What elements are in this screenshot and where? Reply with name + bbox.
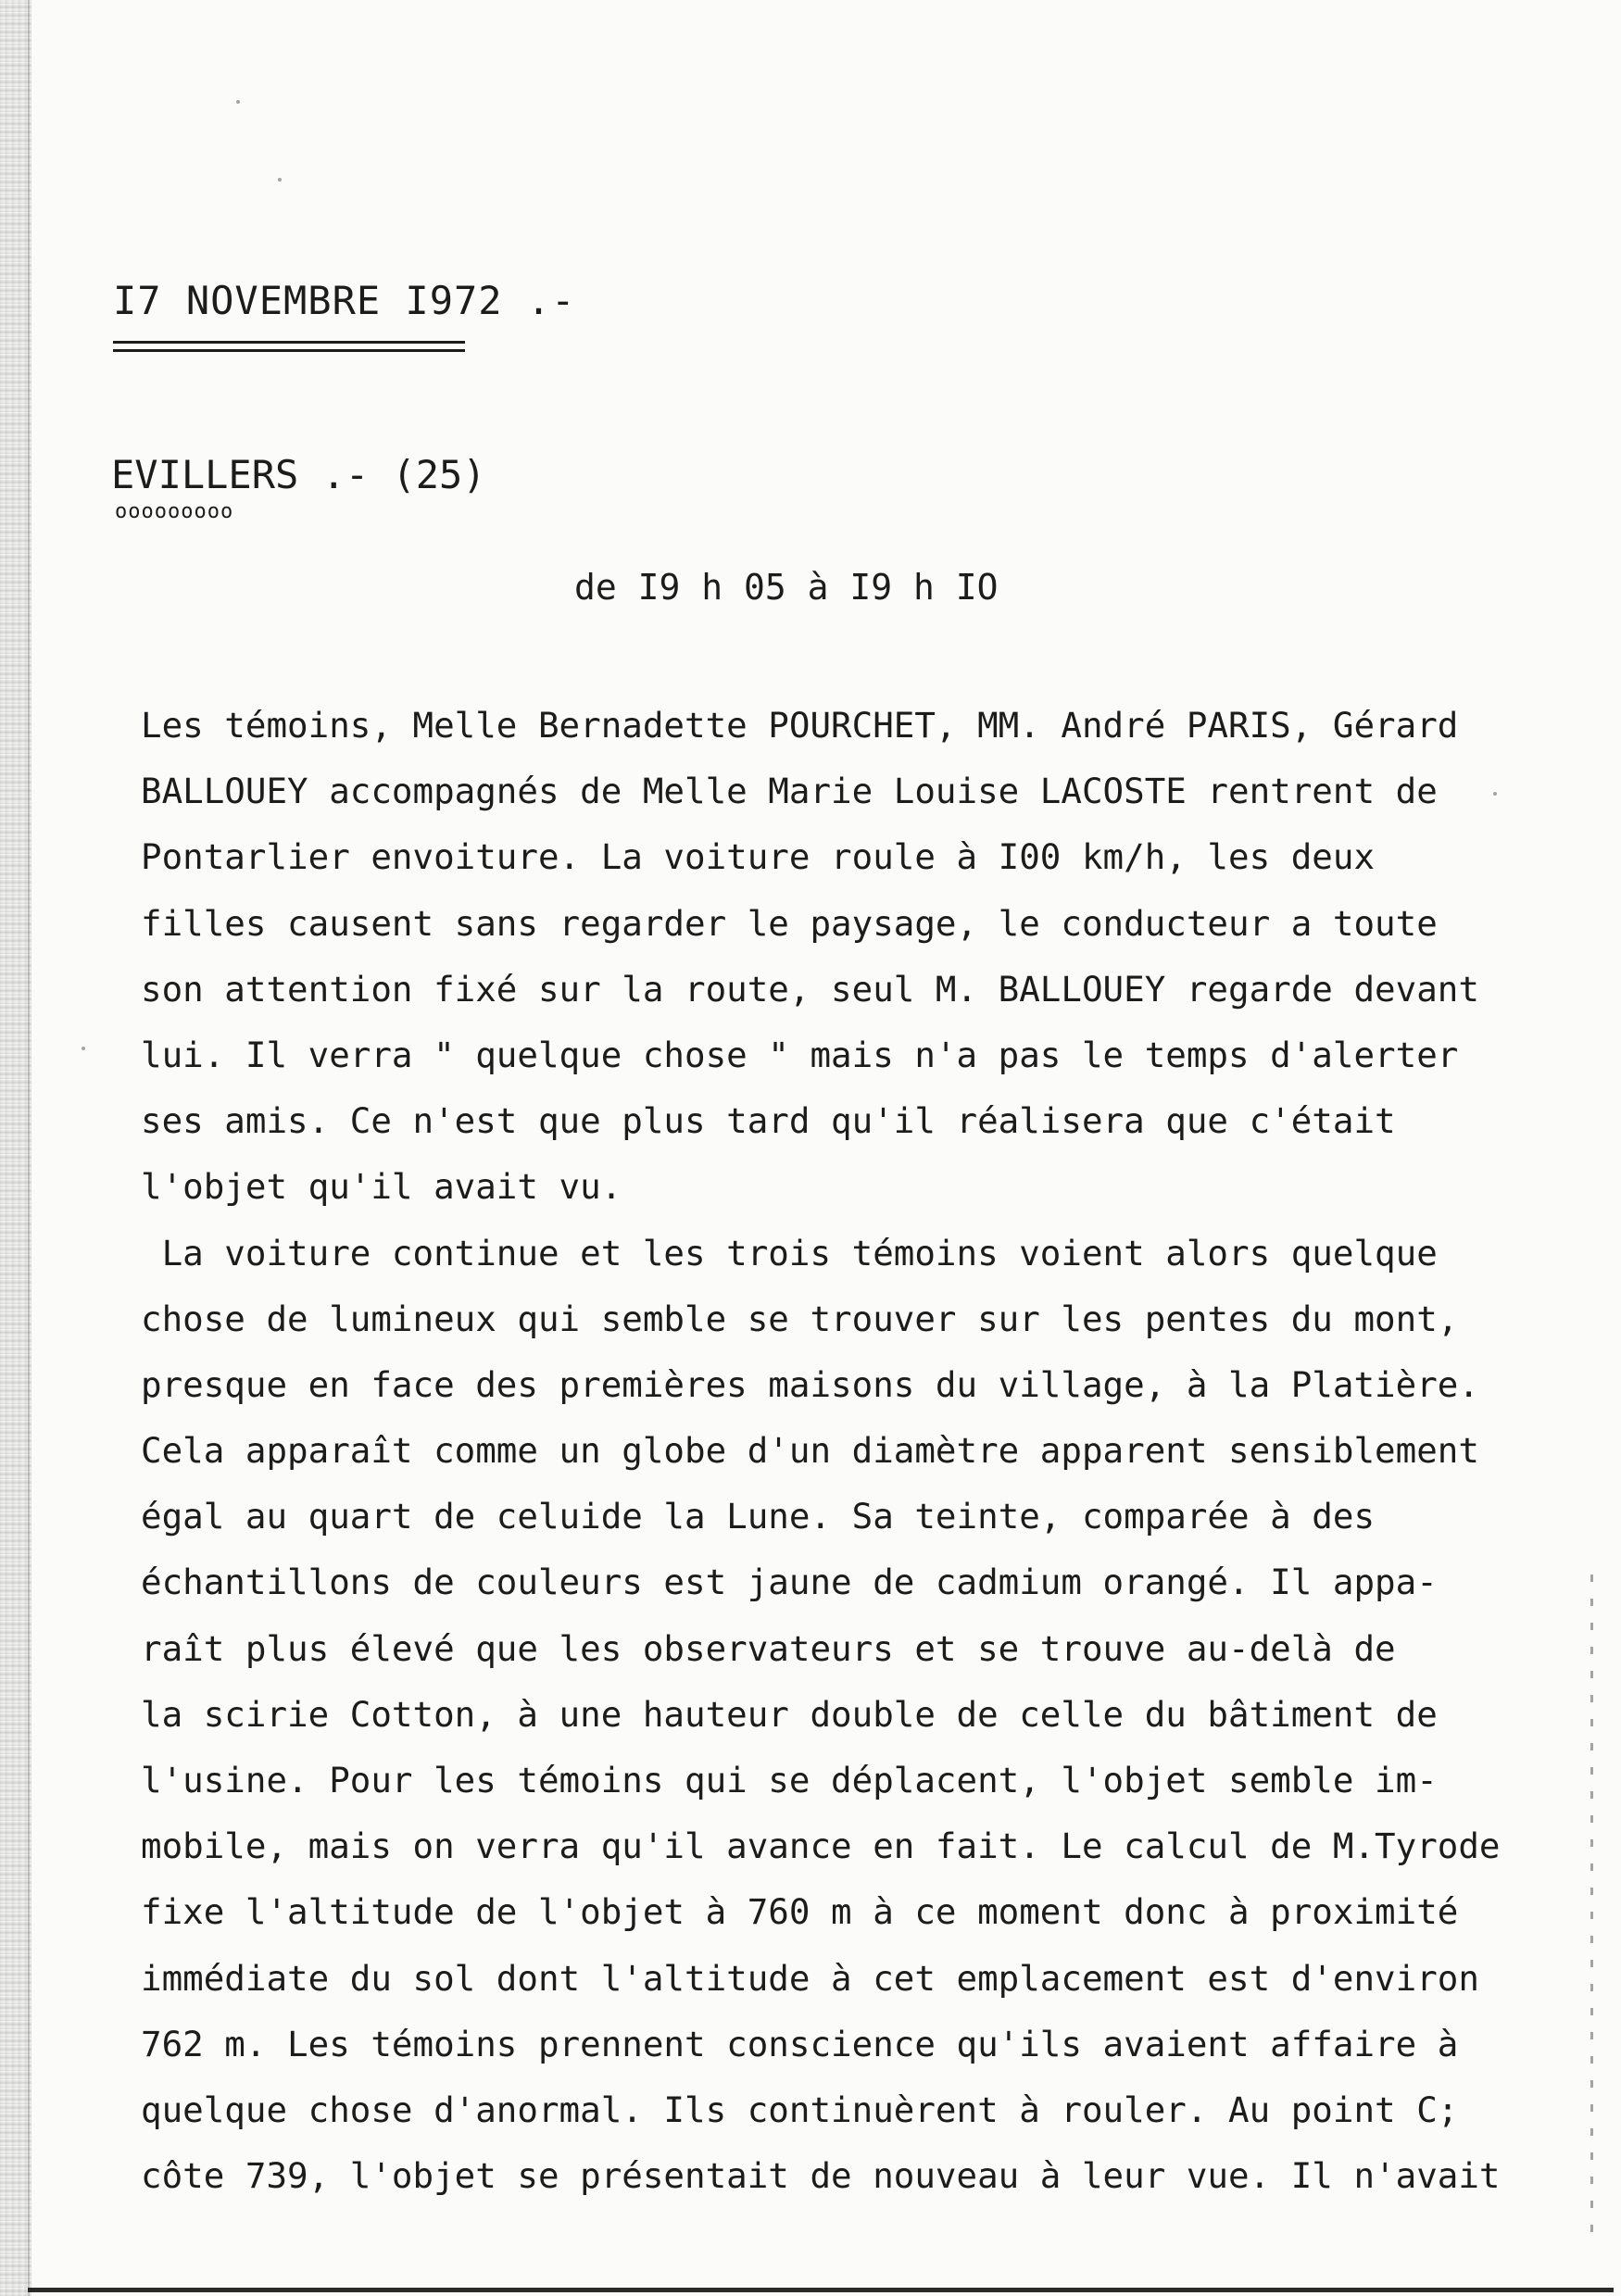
scan-edge-noise: [0, 0, 31, 2296]
body-line: mobile, mais on verra qu'il avance en fait. Le calcul de M.Tyrode: [141, 1826, 1501, 1867]
body-line: chose de lumineux qui semble se trouver sur les pentes du mont,: [141, 1298, 1459, 1339]
location-underline: ooooooooo: [115, 500, 234, 523]
body-line: raît plus élevé que les observateurs et se trouve au-delà de: [141, 1627, 1396, 1669]
document-date: I7 NOVEMBRE I972 .-: [113, 278, 576, 323]
time-range: de I9 h 05 à I9 h IO: [574, 567, 999, 608]
body-line: 762 m. Les témoins prennent conscience qu'ils avaient affaire à: [141, 2023, 1459, 2064]
page-bottom-rule: [28, 2288, 1614, 2292]
body-line: Pontarlier envoiture. La voiture roule à I00 km/h, les deux: [141, 836, 1376, 878]
scan-speck: [82, 1047, 85, 1050]
body-line: la scirie Cotton, à une hauteur double de celle du bâtiment de: [141, 1693, 1438, 1735]
body-line: l'objet qu'il avait vu.: [141, 1166, 622, 1208]
body-line: Les témoins, Melle Bernadette POURCHET, MM. André PARIS, Gérard: [141, 705, 1459, 746]
body-line: filles causent sans regarder le paysage, le conducteur a toute: [141, 902, 1438, 944]
body-line: Cela apparaît comme un globe d'un diamètre apparent sensiblement: [141, 1430, 1479, 1472]
date-double-underline: [113, 341, 465, 352]
body-line: BALLOUEY accompagnés de Melle Marie Louise LACOSTE rentrent de: [141, 771, 1438, 812]
body-line: son attention fixé sur la route, seul M. BALLOUEY regarde devant: [141, 968, 1479, 1010]
body-line: côte 739, l'objet se présentait de nouveau à leur vue. Il n'avait: [141, 2155, 1501, 2197]
body-line: lui. Il verra " quelque chose " mais n'a pas le temps d'alerter: [141, 1034, 1459, 1075]
report-body: [141, 693, 1586, 2209]
scan-speck: [236, 100, 240, 104]
body-line: égal au quart de celuide la Lune. Sa teinte, comparée à des: [141, 1496, 1376, 1537]
body-line: échantillons de couleurs est jaune de cadmium orangé. Il appa-: [141, 1562, 1438, 1603]
body-line: quelque chose d'anormal. Ils continuèrent à rouler. Au point C;: [141, 2089, 1459, 2130]
location-heading: EVILLERS .- (25): [111, 452, 486, 497]
body-line: fixe l'altitude de l'objet à 760 m à ce moment donc à proximité: [141, 1891, 1459, 1933]
scan-speck: [278, 178, 282, 182]
body-line: presque en face des premières maisons du village, à la Platière.: [141, 1363, 1479, 1405]
scan-right-marks: [1590, 1575, 1593, 2241]
body-line: La voiture continue et les trois témoins voient alors quelque: [141, 1232, 1438, 1273]
body-line: ses amis. Ce n'est que plus tard qu'il réalisera que c'était: [141, 1100, 1396, 1142]
body-line: immédiate du sol dont l'altitude à cet emplacement est d'environ: [141, 1957, 1479, 1999]
body-line: l'usine. Pour les témoins qui se déplacent, l'objet semble im-: [141, 1760, 1438, 1800]
